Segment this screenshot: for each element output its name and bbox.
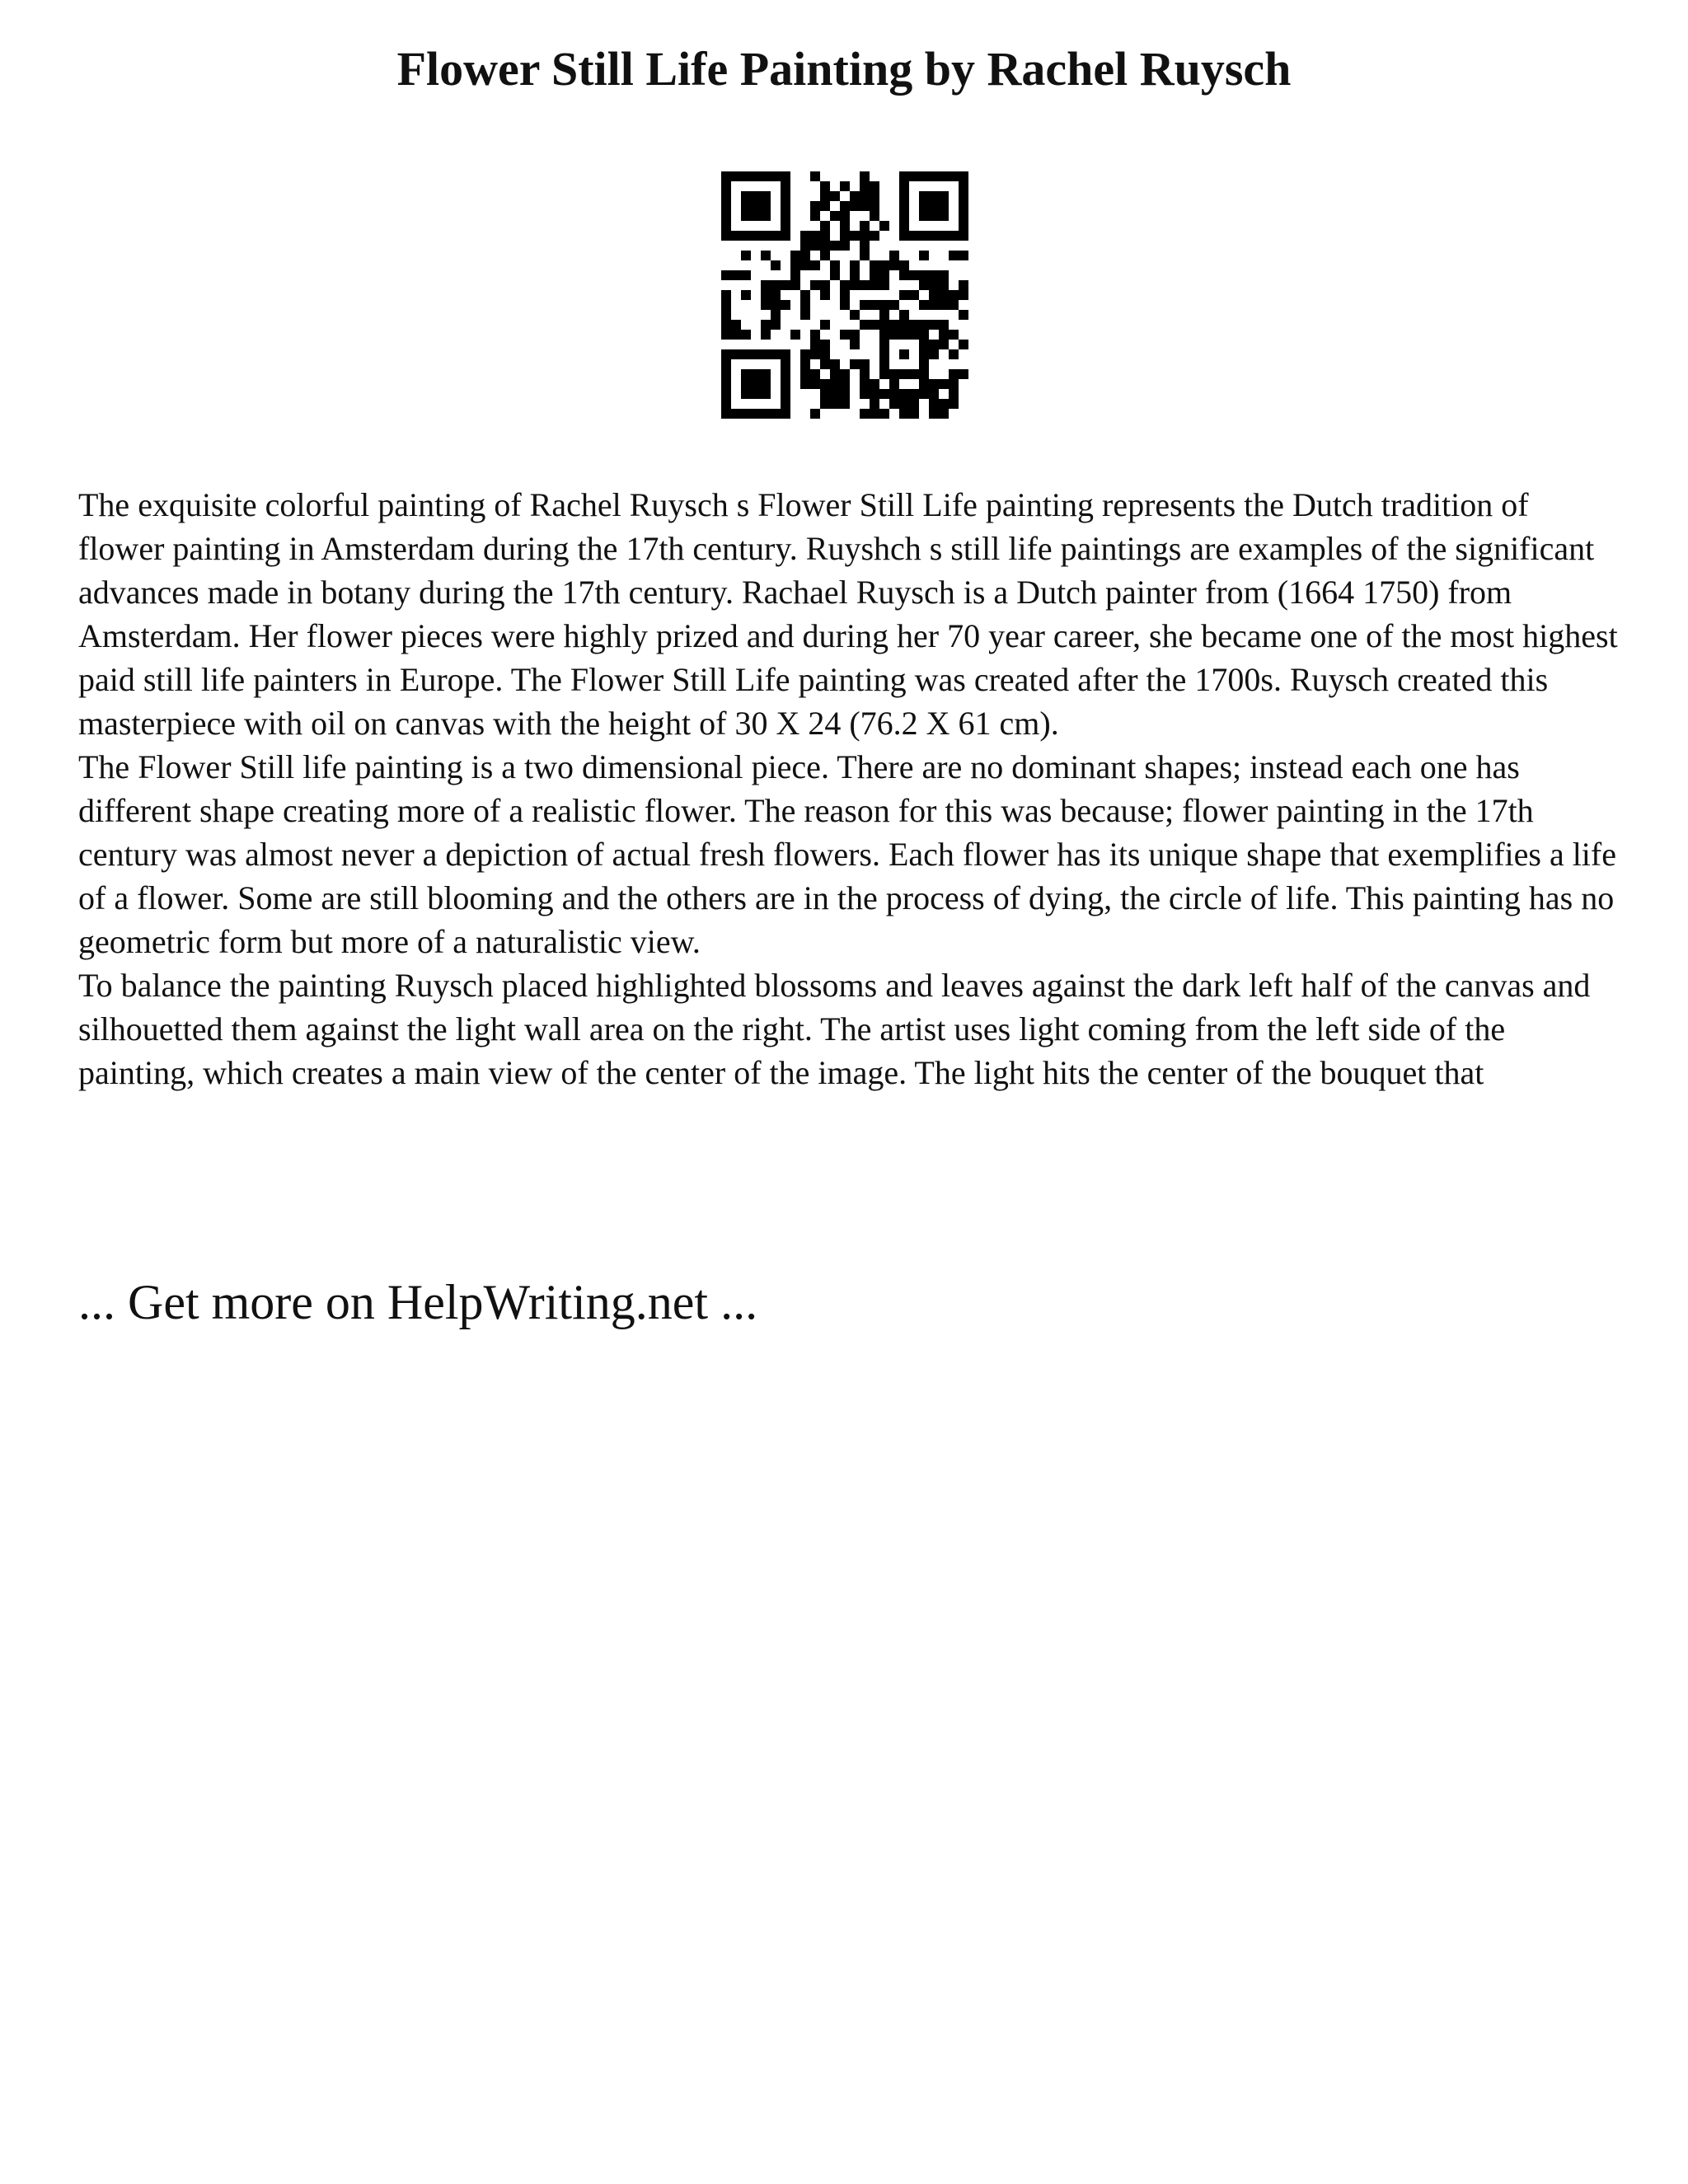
paragraph: To balance the painting Ruysch placed highlighted blossoms and leaves against the dark left half of the canvas and silhouetted them against the light wall area on the right. The artist uses light coming from the left side of the painting, which creates a main view of the center of the image. The light hits the center of the bouquet that — [78, 967, 1591, 1091]
paragraph: The exquisite colorful painting of Rachel Ruysch s Flower Still Life painting represents the Dutch tradition of flower painting in Amsterdam during the 17th century. Ruyshch s still life paintings are examples of the significant advances made in botany during the 17th century. Rachael Ruysch is a Dutch painter from (1664 1750) from Amsterdam. Her flower pieces were highly prized and during her 70 year career, she became one of the most highest paid still life painters in Europe. The Flower Still Life painting was created after the 1700s. Ruysch created this masterpiece with oil on canvas with the height of 30 X 24 (76.2 X 61 cm). — [78, 486, 1618, 742]
page-title: Flower Still Life Painting by Rachel Ruysch — [396, 42, 1292, 96]
paragraph: The Flower Still life painting is a two dimensional piece. There are no dominant shapes; instead each one has different shape creating more of a realistic flower. The reason for this was because; flower painting in the 17th century was almost never a depiction of actual fresh flowers. Each flower has its unique shape that exemplifies a life of a flower. Some are still blooming and the others are in the process of dying, the circle of life. This painting has no geometric form but more of a naturalistic view. — [78, 748, 1616, 960]
article-body — [78, 483, 1620, 1094]
qr-code-icon — [721, 171, 968, 419]
get-more-link[interactable]: ... Get more on HelpWriting.net ... — [78, 1275, 758, 1329]
